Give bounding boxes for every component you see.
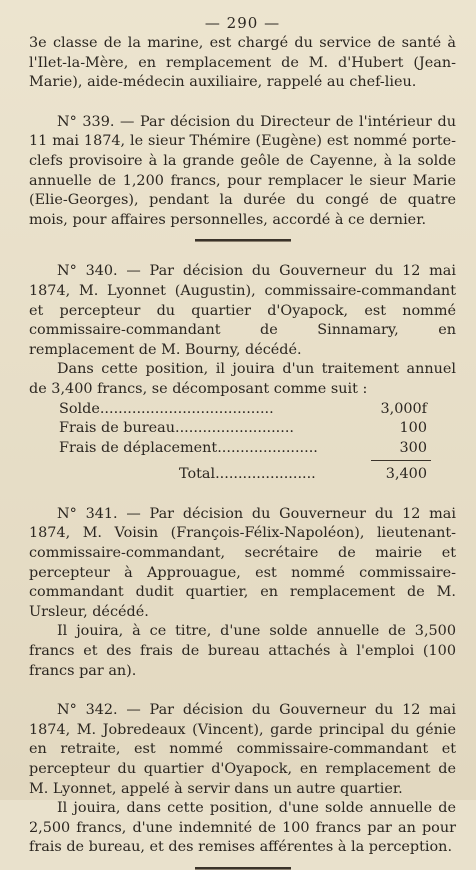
row-amount: 300 xyxy=(399,439,427,456)
paragraph-continuation: 3e classe de la marine, est chargé du service de santé à l'Ilet-la-Mère, en remplacement de M. d'Hubert (Jean-Marie), aide-médecin auxiliaire, rappelé au chef-lieu. xyxy=(29,35,456,91)
row-label: Frais de déplacement...................... xyxy=(59,439,318,456)
total-rule xyxy=(371,460,431,461)
table-row xyxy=(59,400,427,420)
entry-342-salary: Il jouira, dans cette position, d'une solde annuelle de 2,500 francs, d'une indemnité de 100 francs par an pour frais de bureau, et des remises afférentes à la perception. xyxy=(29,800,456,856)
entry-339: N° 339. — Par décision du Directeur de l'intérieur du 11 mai 1874, le sieur Thémire (Eugène) est nommé porte-clefs provisoire à la grande geôle de Cayenne, à la solde annuelle de 1,200 francs, pour remplacer le sieur Marie (Elie-Georges), pendant la durée du congé de quatre mois, pour affaires personnelles, accordé à ce dernier. xyxy=(29,113,456,228)
table-row xyxy=(59,439,427,459)
row-label: Frais de bureau.......................... xyxy=(59,420,294,437)
entry-342: N° 342. — Par décision du Gouverneur du 12 mai 1874, M. Jobredeaux (Vincent), garde principal du génie en retraite, est nommé commissaire-commandant et percepteur du quartier d'Oyapock, en remplacement de M. Lyonnet, appelé à servir dans un autre quartier. xyxy=(29,702,456,797)
salary-breakdown-table xyxy=(59,400,427,485)
entry-341-salary: Il jouira, à ce titre, d'une solde annuelle de 3,500 francs et des frais de bureau attachés à l'emploi (100 francs par an). xyxy=(29,623,456,679)
total-amount: 3,400 xyxy=(385,466,427,483)
page-number: — 290 — xyxy=(204,14,281,32)
row-amount: 3,000f xyxy=(380,400,427,417)
table-row xyxy=(59,419,427,439)
total-label: Total...................... xyxy=(179,466,316,483)
total-row xyxy=(59,465,427,485)
entry-340: N° 340. — Par décision du Gouverneur du 12 mai 1874, M. Lyonnet (Augustin), commissaire-commandant et percepteur du quartier d'Oyapock, est nommé commissaire-commandant de Sinnamary, en remplacement de M. Bourny, décédé. xyxy=(29,263,456,358)
entry-340-salary-intro: Dans cette position, il jouira d'un traitement annuel de 3,400 francs, se décomposant comme suit : xyxy=(29,361,456,397)
row-amount: 100 xyxy=(399,420,427,437)
entry-341: N° 341. — Par décision du Gouverneur du 12 mai 1874, M. Voisin (François-Félix-Napoléon), lieutenant-commissaire-commandant, secrétaire de mairie et percepteur à Approuague, est nommé commissaire-commandant dudit quartier, en remplacement de M. Ursleur, décédé. xyxy=(29,505,456,620)
row-label: Solde...................................... xyxy=(59,400,274,417)
